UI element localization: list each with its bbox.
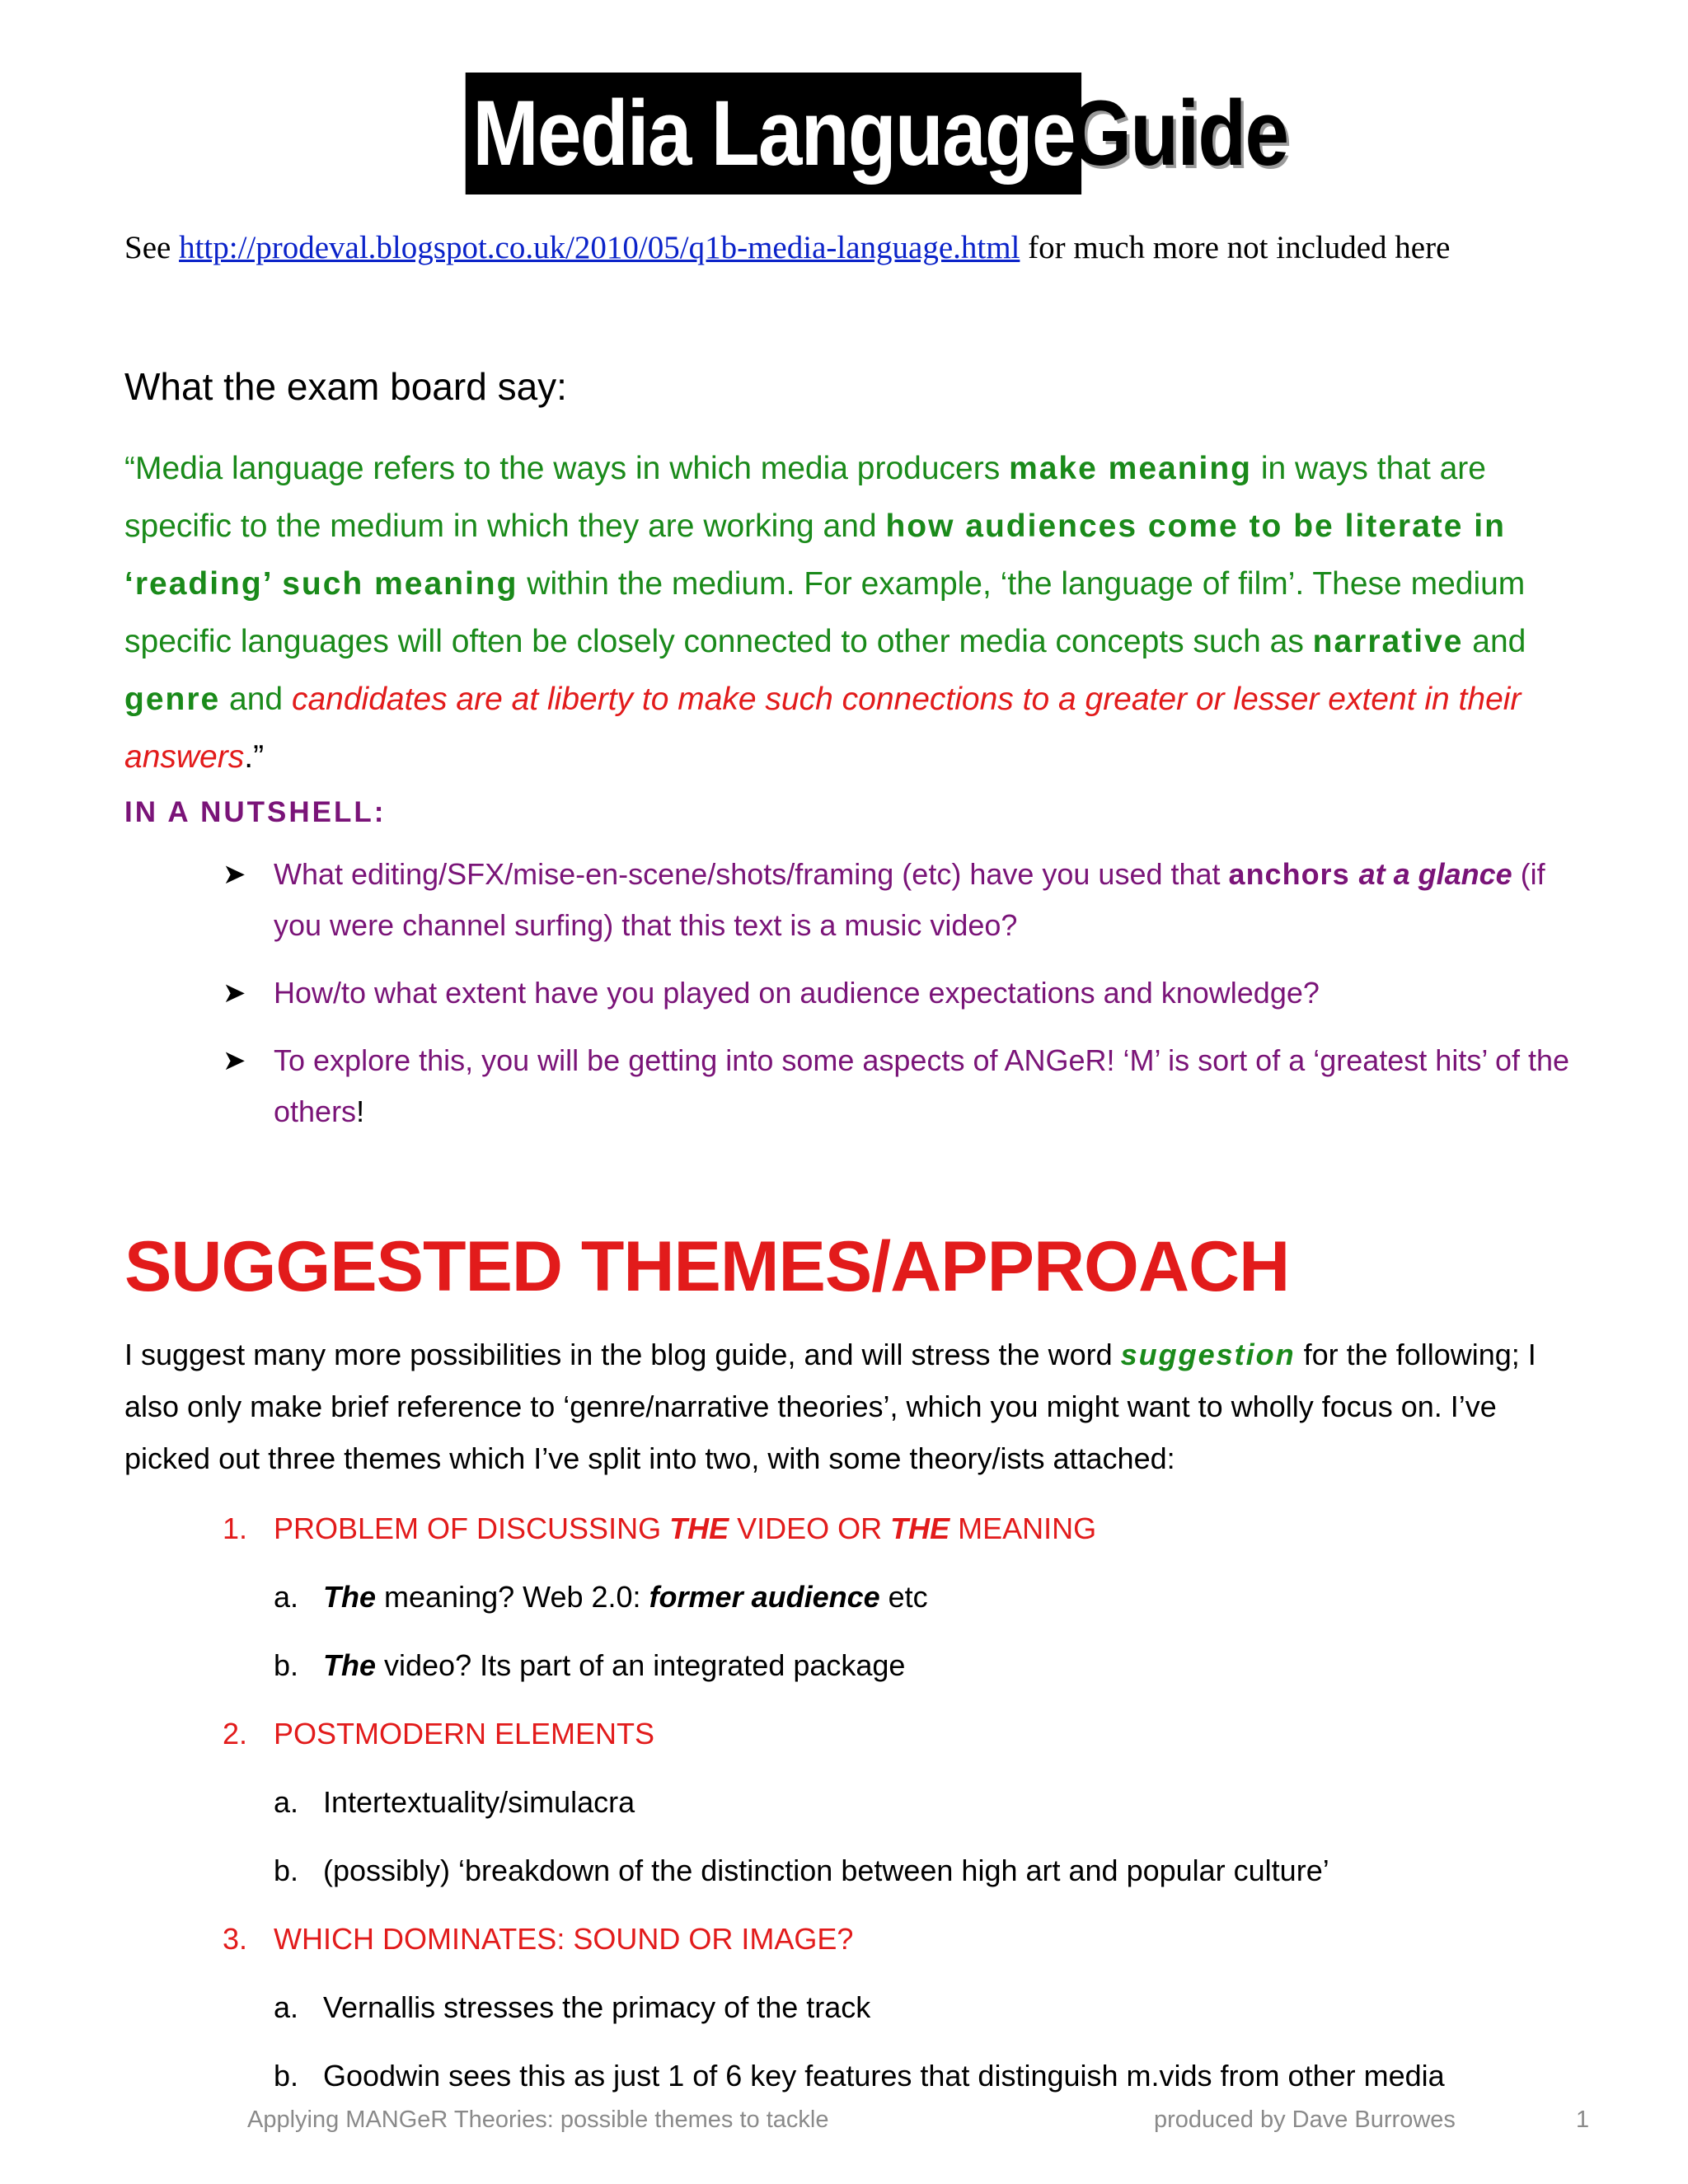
sub-emphasis: The bbox=[323, 1648, 377, 1682]
footer-left: Applying MANGeR Theories: possible themes to tackle bbox=[247, 2107, 829, 2133]
title-highlighted: Media Language bbox=[465, 73, 1081, 194]
theme-number: 3. bbox=[223, 1922, 248, 1956]
bullet-text: To explore this, you will be getting into some aspects of ANGeR! ‘M’ is sort of a ‘greatest hits’ of the others bbox=[274, 1043, 1570, 1128]
reference-prefix: See bbox=[124, 230, 171, 265]
nutshell-bullet-list bbox=[223, 849, 1574, 1154]
quote-text: in ways that are specific to the medium in which they are working and bbox=[124, 451, 1486, 544]
quote-emphasis: how audiences come to be literate in ‘reading’ such meaning bbox=[124, 509, 1506, 602]
themes-list bbox=[223, 1503, 1574, 2119]
sub-item bbox=[274, 1572, 1574, 1623]
quote-text: within the medium. For example, ‘the language of film’. These medium specific languages will often be closely connected to other media concepts such as bbox=[124, 566, 1526, 659]
arrow-bullet-icon: ➤ bbox=[223, 1045, 246, 1076]
quote-text: “Media language refers to the ways in which media producers bbox=[124, 451, 1010, 486]
document-title bbox=[0, 73, 1688, 194]
quote-emphasis: narrative bbox=[1312, 624, 1464, 659]
theme-label bbox=[274, 1503, 1096, 1554]
themes-heading: SUGGESTED THEMES/APPROACH bbox=[124, 1227, 1290, 1306]
sub-letter: a. bbox=[274, 1990, 299, 2024]
page-footer bbox=[0, 2107, 1688, 2139]
title-shadowed: Guide bbox=[1070, 82, 1288, 185]
sub-item bbox=[274, 2050, 1574, 2102]
intro-text: I suggest many more possibilities in the blog guide, and will stress the word bbox=[124, 1338, 1121, 1371]
arrow-bullet-icon: ➤ bbox=[223, 859, 246, 890]
theme-number: 1. bbox=[223, 1511, 248, 1545]
footer-right: produced by Dave Burrowes bbox=[1154, 2107, 1456, 2133]
exam-board-heading: What the exam board say: bbox=[124, 365, 567, 408]
sub-text bbox=[323, 1572, 928, 1623]
sub-text: (possibly) ‘breakdown of the distinction between high art and popular culture’ bbox=[323, 1854, 1329, 1887]
bullet-text: (if you were channel surfing) that this text is a music video? bbox=[274, 857, 1545, 942]
page-number: 1 bbox=[1576, 2107, 1590, 2133]
bullet-end: ! bbox=[356, 1094, 365, 1128]
reference-line bbox=[124, 229, 1575, 266]
bullet-text: How/to what extent have you played on audience expectations and knowledge? bbox=[274, 976, 1320, 1010]
sub-text-part: meaning? Web 2.0: bbox=[376, 1580, 649, 1614]
sub-letter: b. bbox=[274, 1854, 299, 1887]
sub-item bbox=[274, 1845, 1574, 1896]
list-item bbox=[223, 1035, 1574, 1137]
bullet-emphasis: anchors bbox=[1228, 857, 1359, 891]
theme-emphasis: THE bbox=[890, 1511, 950, 1545]
theme-emphasis: THE bbox=[669, 1511, 729, 1545]
sub-emphasis: The bbox=[323, 1580, 377, 1614]
sub-letter: a. bbox=[274, 1785, 299, 1819]
themes-intro bbox=[124, 1329, 1575, 1484]
sub-text: Intertextuality/simulacra bbox=[323, 1785, 635, 1819]
sub-item bbox=[274, 1777, 1574, 1828]
nutshell-heading: IN A NUTSHELL: bbox=[124, 796, 387, 828]
quote-red-italic: candidates are at liberty to make such connections to a greater or lesser extent in their answers bbox=[124, 682, 1522, 775]
list-item bbox=[223, 968, 1574, 1019]
bullet-emphasis-italic: at a glance bbox=[1358, 857, 1512, 891]
sub-letter: b. bbox=[274, 2059, 299, 2093]
quote-text: and bbox=[220, 682, 292, 717]
quote-emphasis: genre bbox=[124, 682, 221, 717]
sub-text bbox=[323, 1640, 905, 1691]
quote-emphasis: make meaning bbox=[1009, 451, 1253, 486]
sub-text: Vernallis stresses the primacy of the track bbox=[323, 1990, 871, 2024]
theme-text: MEANING bbox=[950, 1511, 1097, 1545]
theme-label: POSTMODERN ELEMENTS bbox=[274, 1717, 655, 1750]
theme-number: 2. bbox=[223, 1717, 248, 1750]
sub-text-part: etc bbox=[879, 1580, 928, 1614]
quote-end: .” bbox=[244, 739, 265, 775]
sub-text-part: video? Its part of an integrated package bbox=[376, 1648, 906, 1682]
exam-board-quote bbox=[124, 440, 1575, 786]
intro-text: for the following; I also only make brief reference to ‘genre/narrative theories’, which you might want to wholly focus on. I’ve picked out three themes which I’ve split into two, with some theory/ists attached: bbox=[124, 1338, 1536, 1475]
list-item bbox=[223, 849, 1574, 951]
bullet-text: What editing/SFX/mise-en-scene/shots/framing (etc) have you used that bbox=[274, 857, 1229, 891]
sub-item bbox=[274, 1640, 1574, 1691]
theme-item bbox=[223, 1708, 1574, 1760]
theme-text: PROBLEM OF DISCUSSING bbox=[274, 1511, 670, 1545]
sub-letter: b. bbox=[274, 1648, 299, 1682]
sub-letter: a. bbox=[274, 1580, 299, 1614]
arrow-bullet-icon: ➤ bbox=[223, 977, 246, 1009]
sub-emphasis: former audience bbox=[649, 1580, 880, 1614]
theme-item bbox=[223, 1914, 1574, 1965]
theme-label: WHICH DOMINATES: SOUND OR IMAGE? bbox=[274, 1922, 854, 1956]
reference-suffix: for much more not included here bbox=[1028, 230, 1451, 265]
quote-text: and bbox=[1463, 624, 1526, 659]
sub-item bbox=[274, 1982, 1574, 2033]
blog-link[interactable]: http://prodeval.blogspot.co.uk/2010/05/q1b-media-language.html bbox=[179, 230, 1020, 265]
suggestion-emphasis: suggestion bbox=[1120, 1338, 1296, 1371]
theme-item bbox=[223, 1503, 1574, 1554]
sub-text: Goodwin sees this as just 1 of 6 key features that distinguish m.vids from other media bbox=[323, 2059, 1445, 2093]
theme-text: VIDEO OR bbox=[729, 1511, 891, 1545]
